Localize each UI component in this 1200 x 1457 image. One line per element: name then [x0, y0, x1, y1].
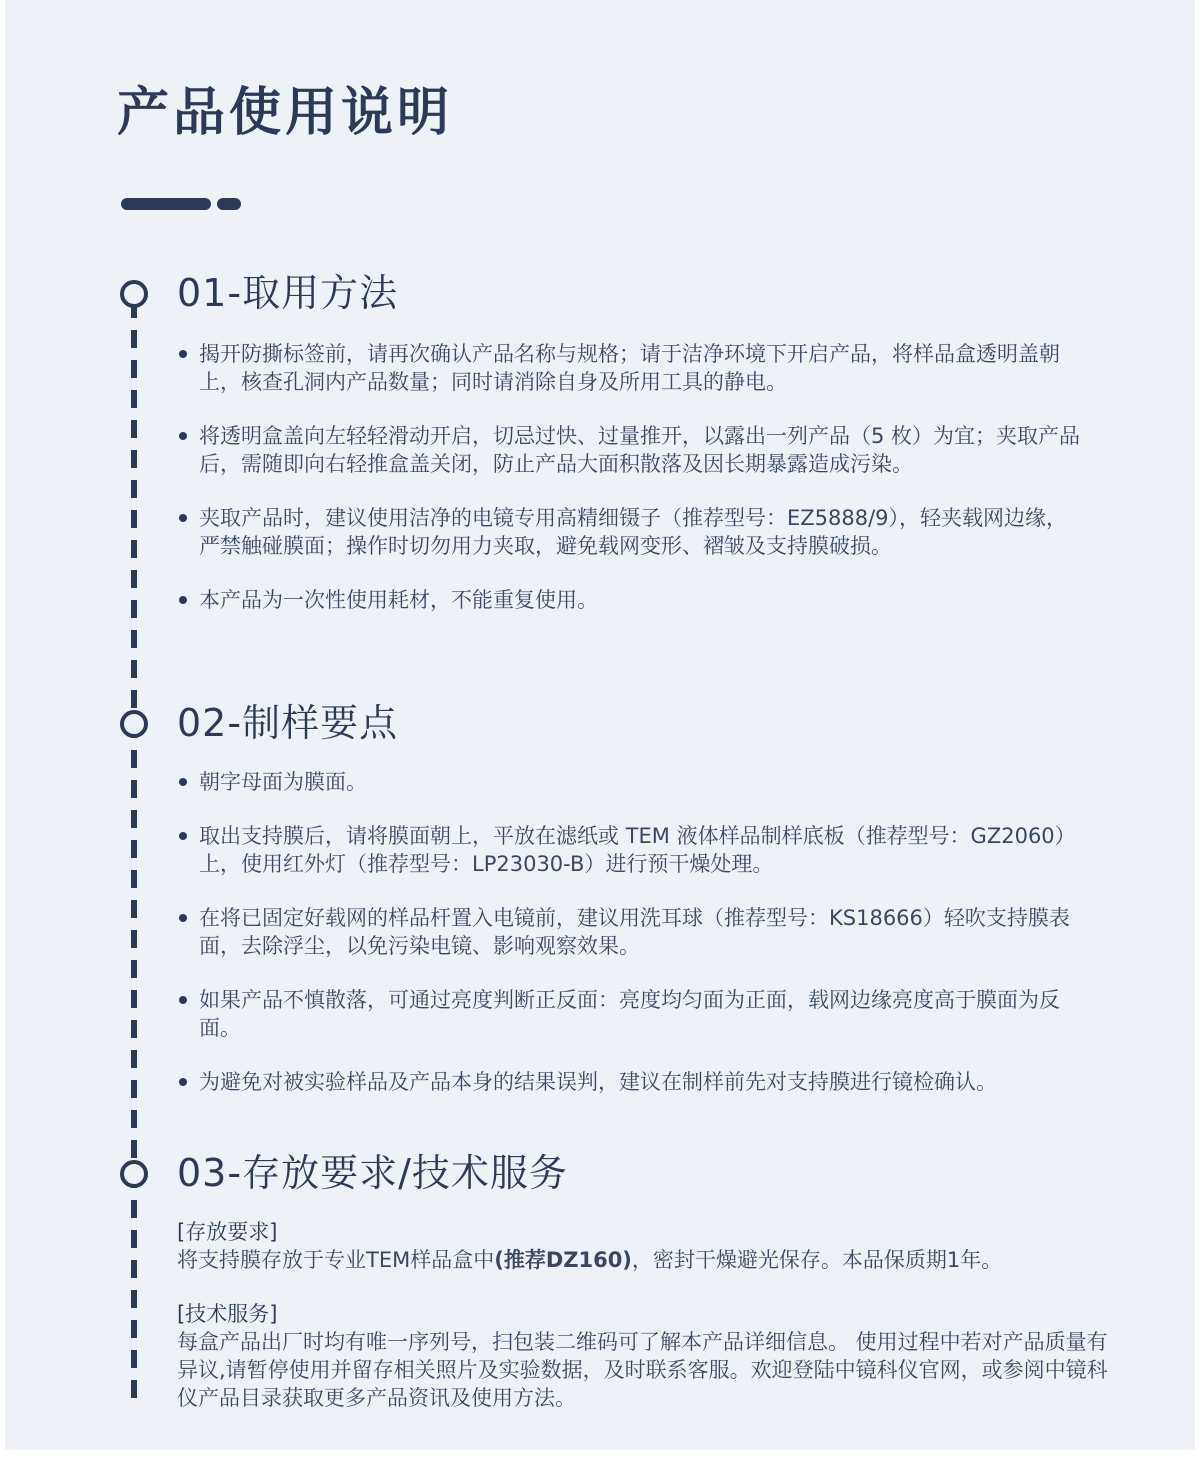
section-1-list [177, 340, 1087, 640]
storage-recommendation: (推荐DZ160) [494, 1248, 632, 1272]
list-item: 在将已固定好载网的样品杆置入电镜前，建议用洗耳球（推荐型号：KS18666）轻吹支持膜表面，去除浮尘，以免污染电镜、影响观察效果。 [177, 904, 1087, 960]
service-heading: [技术服务] [177, 1302, 278, 1326]
list-item: 朝字母面为膜面。 [177, 768, 1087, 796]
storage-heading: [存放要求] [177, 1220, 278, 1244]
timeline-node-1 [120, 280, 148, 308]
page-title: 产品使用说明 [117, 83, 454, 143]
timeline-node-2 [120, 710, 148, 738]
list-item: 取出支持膜后，请将膜面朝上，平放在滤纸或 TEM 液体样品制样底板（推荐型号：GZ2060）上，使用红外灯（推荐型号：LP23030-B）进行预干燥处理。 [177, 822, 1087, 878]
list-item: 为避免对被实验样品及产品本身的结果误判，建议在制样前先对支持膜进行镜检确认。 [177, 1068, 1087, 1096]
list-item: 将透明盒盖向左轻轻滑动开启，切忌过快、过量推开，以露出一列产品（5 枚）为宜；夹取产品后，需随即向右轻推盒盖关闭，防止产品大面积散落及因长期暴露造成污染。 [177, 422, 1087, 478]
timeline-line [131, 300, 137, 1410]
section-title-3: 03-存放要求/技术服务 [177, 1151, 568, 1195]
section-title-2: 02-制样要点 [177, 701, 399, 745]
title-underline-short [217, 198, 241, 210]
storage-text-end: ，密封干燥避光保存。本品保质期1年。 [631, 1248, 1003, 1272]
timeline-node-3 [120, 1160, 148, 1188]
storage-block [177, 1218, 1117, 1274]
service-block [177, 1300, 1117, 1412]
list-item: 如果产品不慎散落，可通过亮度判断正反面：亮度均匀面为正面，载网边缘亮度高于膜面为反面。 [177, 986, 1087, 1042]
section-title-1: 01-取用方法 [177, 271, 399, 315]
section-2-list [177, 768, 1087, 1122]
instructions-page [5, 0, 1195, 1450]
service-text: 每盒产品出厂时均有唯一序列号，扫包装二维码可了解本产品详细信息。 使用过程中若对产品质量有异议,请暂停使用并留存相关照片及实验数据，及时联系客服。欢迎登陆中镜科仪官网，或参阅中镜科仪产品目录获取更多产品资讯及使用方法。 [177, 1330, 1108, 1410]
list-item: 夹取产品时，建议使用洁净的电镜专用高精细镊子（推荐型号：EZ5888/9），轻夹载网边缘，严禁触碰膜面；操作时切勿用力夹取，避免载网变形、褶皱及支持膜破损。 [177, 504, 1087, 560]
title-underline-long [121, 198, 211, 210]
list-item: 本产品为一次性使用耗材，不能重复使用。 [177, 586, 1087, 614]
list-item: 揭开防撕标签前，请再次确认产品名称与规格；请于洁净环境下开启产品，将样品盒透明盖朝上，核查孔洞内产品数量；同时请消除自身及所用工具的静电。 [177, 340, 1087, 396]
storage-text: 将支持膜存放于专业TEM样品盒中 [177, 1248, 495, 1272]
